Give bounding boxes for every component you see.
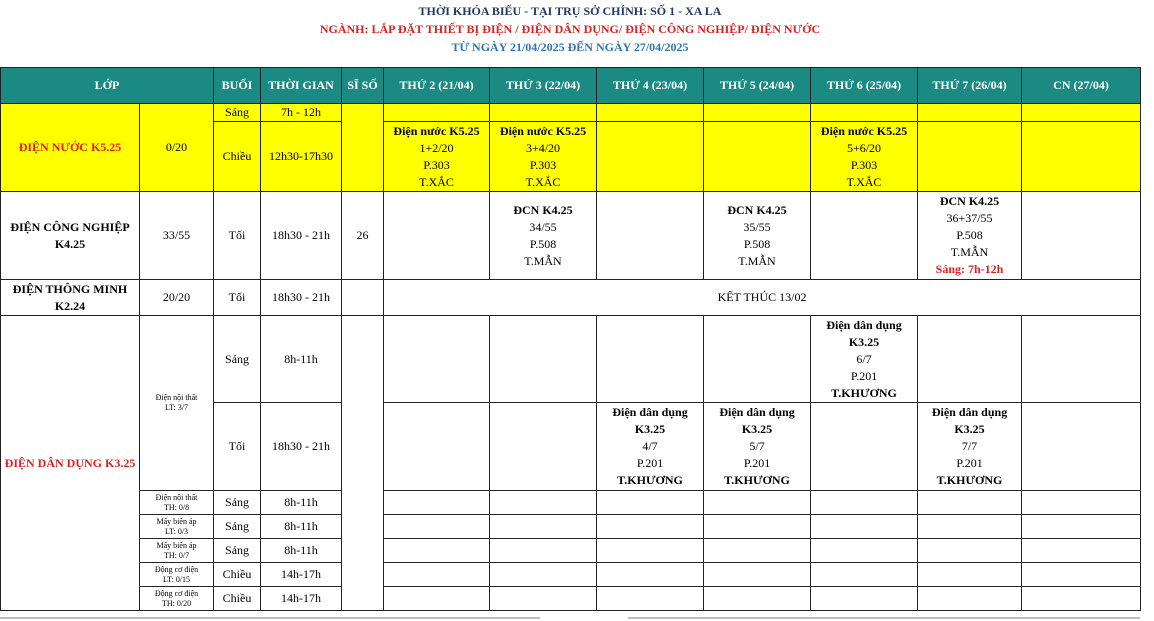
lesson-title: Điện dân dụng [931, 405, 1008, 419]
lesson-cell [918, 192, 1022, 280]
lesson-room: P.303 [423, 157, 450, 172]
subject-cell [140, 491, 214, 515]
subject-name: Động cơ điện [154, 588, 199, 598]
schedule-title: THỜI KHÓA BIỂU - TẠI TRỤ SỞ CHÍNH: SỐ 1 - XA LA [418, 4, 722, 18]
col-sat: THỨ 7 (26/04) [918, 68, 1022, 104]
lesson-note: Sáng: 7h-12h [935, 262, 1004, 276]
lesson-title: Điện dân dụng [719, 405, 795, 419]
lesson-title: Điện nước K5.25 [820, 123, 908, 138]
session-cell: Sáng [214, 491, 261, 515]
lesson-progress: 5/7 [749, 439, 765, 453]
lesson-progress: 3+4/20 [525, 140, 561, 155]
lesson-room: P.508 [529, 236, 557, 251]
major-title: NGÀNH: LẮP ĐẶT THIẾT BỊ ĐIỆN / ĐIỆN DÂN DỤNG/ ĐIỆN CÔNG NGHIỆP/ ĐIỆN NƯỚC [319, 22, 821, 36]
lesson-title: Điện dân dụng [612, 405, 688, 419]
subject-progress: LT: 0/15 [162, 574, 191, 584]
lesson-progress: 5+6/20 [846, 140, 882, 155]
lesson-progress: 7/7 [961, 439, 978, 453]
lesson-teacher: T.MẪN [738, 253, 776, 268]
subject-name: Điện nội thất [155, 492, 198, 502]
subject-progress: LT: 0/3 [164, 526, 189, 536]
lesson-title: Điện nước K5.25 [393, 123, 480, 138]
class-name: ĐIỆN THÔNG MINH K2.24 [1, 280, 140, 316]
lesson-cell [490, 192, 597, 280]
count-cell: 26 [342, 192, 384, 280]
lesson-cell [597, 403, 704, 491]
lesson-teacher: T.KHƯƠNG [831, 385, 897, 400]
lesson-title: Điện dân dụng [826, 317, 902, 332]
lesson-teacher: T.MẪN [524, 253, 562, 268]
session-cell: Chiều [214, 122, 261, 192]
lesson-progress: 4/7 [642, 439, 658, 453]
lesson-progress: 1+2/20 [419, 140, 454, 155]
class-ratio: 0/20 [140, 104, 214, 192]
subject-progress: LT: 3/7 [164, 403, 189, 412]
lesson-teacher: T.XẮC [419, 174, 454, 189]
lesson-title: ĐCN K4.25 [939, 194, 1000, 208]
time-cell: 7h - 12h [261, 104, 342, 122]
session-cell: Sáng [214, 316, 261, 403]
session-cell: Tối [214, 280, 261, 316]
ended-note: KẾT THÚC 13/02 [384, 280, 1141, 316]
subject-name: Động cơ điện [154, 564, 199, 574]
lesson-room: P.201 [743, 456, 771, 470]
subject-cell [140, 316, 214, 491]
subject-cell [140, 539, 214, 563]
lesson-title: ĐCN K4.25 [727, 202, 787, 217]
lesson-progress: 35/55 [743, 219, 771, 234]
lesson-class: K3.25 [741, 422, 773, 436]
lesson-teacher: T.KHƯƠNG [724, 473, 790, 487]
session-cell: Chiều [214, 563, 261, 587]
lesson-teacher: T.MẪN [950, 245, 989, 259]
subject-name: Mấy biến áp [156, 516, 197, 526]
table-row [1, 563, 1141, 587]
lesson-cell [384, 122, 490, 192]
lesson-progress: 6/7 [856, 351, 872, 366]
time-cell: 8h-11h [261, 539, 342, 563]
col-fri: THỨ 6 (25/04) [811, 68, 918, 104]
table-row [1, 587, 1141, 611]
lesson-cell [490, 122, 597, 192]
time-cell: 8h-11h [261, 491, 342, 515]
lesson-teacher: T.KHƯƠNG [617, 473, 683, 487]
class-ratio: 20/20 [140, 280, 214, 316]
col-session: BUỔI [214, 68, 261, 104]
subject-progress: TH: 0/20 [161, 598, 192, 608]
lesson-progress: 36+37/55 [946, 211, 993, 225]
subject-cell [140, 563, 214, 587]
col-thu: THỨ 5 (24/04) [704, 68, 811, 104]
col-count: SĨ SỐ [342, 68, 384, 104]
time-cell: 18h30 - 21h [261, 192, 342, 280]
lesson-room: P.201 [850, 368, 878, 383]
sheet-scrollbar-right[interactable] [628, 617, 1140, 619]
lesson-class: K3.25 [634, 422, 666, 436]
lesson-progress: 34/55 [529, 219, 557, 234]
col-tue: THỨ 3 (22/04) [490, 68, 597, 104]
class-ratio: 33/55 [140, 192, 214, 280]
lesson-cell [811, 122, 918, 192]
session-cell: Chiều [214, 587, 261, 611]
lesson-room: P.303 [529, 157, 557, 172]
lesson-room: P.508 [956, 228, 983, 242]
class-name: ĐIỆN DÂN DỤNG K3.25 [1, 316, 140, 611]
col-mon: THỨ 2 (21/04) [384, 68, 490, 104]
lesson-cell [918, 403, 1022, 491]
session-cell: Sáng [214, 104, 261, 122]
subject-name: Điện nội thất [155, 393, 198, 402]
lesson-class: K3.25 [954, 422, 985, 436]
time-cell: 12h30-17h30 [261, 122, 342, 192]
lesson-teacher: T.KHƯƠNG [936, 473, 1003, 487]
col-sun: CN (27/04) [1022, 68, 1141, 104]
lesson-teacher: T.XẮC [846, 174, 882, 189]
table-row [1, 491, 1141, 515]
lesson-cell [704, 192, 811, 280]
lesson-cell [704, 403, 811, 491]
table-row [1, 280, 1141, 316]
lesson-room: P.201 [956, 456, 983, 470]
subject-progress: TH: 0/7 [163, 550, 190, 560]
time-cell: 18h30 - 21h [261, 280, 342, 316]
col-class: LỚP [1, 68, 214, 104]
table-row [1, 104, 1141, 122]
class-name: ĐIỆN NƯỚC K5.25 [1, 104, 140, 192]
col-time: THỜI GIAN [261, 68, 342, 104]
sheet-scrollbar-left[interactable] [0, 617, 540, 619]
table-row [1, 539, 1141, 563]
table-row [1, 316, 1141, 403]
session-cell: Sáng [214, 539, 261, 563]
timetable [0, 67, 1141, 611]
class-name: ĐIỆN CÔNG NGHIỆP K4.25 [1, 192, 140, 280]
count-cell [342, 280, 384, 316]
lesson-room: P.201 [636, 456, 664, 470]
subject-progress: TH: 0/8 [163, 502, 190, 512]
subject-cell [140, 515, 214, 539]
session-cell: Sáng [214, 515, 261, 539]
lesson-room: P.508 [743, 236, 771, 251]
table-row [1, 192, 1141, 280]
time-cell: 18h30 - 21h [261, 403, 342, 491]
session-cell: Tối [214, 403, 261, 491]
time-cell: 8h-11h [261, 316, 342, 403]
col-wed: THỨ 4 (23/04) [597, 68, 704, 104]
header-row [1, 68, 1141, 104]
lesson-teacher: T.XẮC [525, 174, 561, 189]
table-row [1, 515, 1141, 539]
lesson-class: K3.25 [848, 334, 880, 349]
subject-cell [140, 587, 214, 611]
lesson-title: Điện nước K5.25 [499, 123, 587, 138]
time-cell: 8h-11h [261, 515, 342, 539]
lesson-title: ĐCN K4.25 [513, 202, 573, 217]
time-cell: 14h-17h [261, 587, 342, 611]
date-range: TỪ NGÀY 21/04/2025 ĐẾN NGÀY 27/04/2025 [451, 40, 689, 54]
session-cell: Tối [214, 192, 261, 280]
subject-name: Mấy biến áp [156, 540, 197, 550]
count-cell [342, 104, 384, 192]
count-cell [342, 316, 384, 611]
lesson-room: P.303 [850, 157, 878, 172]
time-cell: 14h-17h [261, 563, 342, 587]
lesson-cell [811, 316, 918, 403]
